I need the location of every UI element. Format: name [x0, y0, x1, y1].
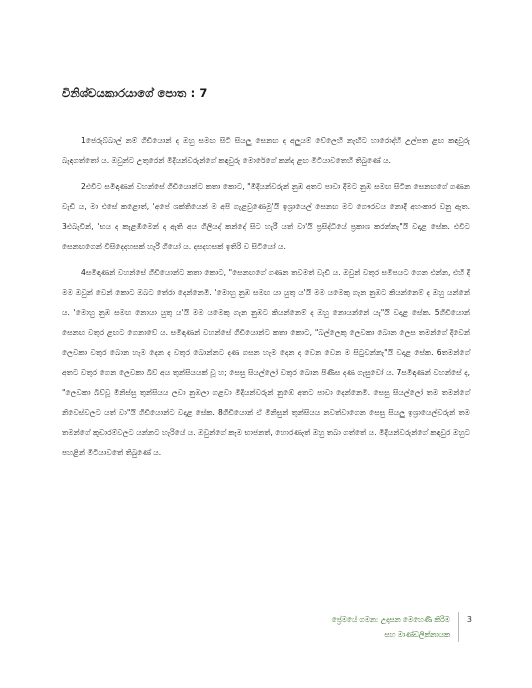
- paragraph-2: 2එවිට සමිඳාණන් වහන්සේ ගිඩියොන්ට කතා කොට, "මිදියන්වරුන් නුඹ අතට පාවා දීමට නුඹ සමඟ සිටින සෙනඟගේ ගණන වැඩි ය, මා එසේ කළොත්, 'අපේ ශක්තියෙන් ම අපි ගැළවුණෙමු'යි ඉශ්‍රායෙල් සෙනඟ මට ගෞරවය නොදී අහංකාර වනු ඇත. 3එබැවින්, 'භය ද කැළඹීමෙන් ද ඇති අය ගිලියද් කන්දේ සිට හැරී යත් වා'යි ප්‍රසිද්ධියේ ප්‍රකාශ කරන්නැ"යි වදාළ සේක. එවිට සෙනඟගෙන් විසිදෙදහසක් හැරී ගියෝ ය. දසදහසක් ඉතිරි ව සිටියෝ ය.: [62, 182, 470, 251]
- footer-line-1: ප්‍රේමයේ ගමන: උදාසන මෙහෙණි කිරිම: [331, 615, 450, 624]
- page-footer: [332, 612, 472, 642]
- footer-title: [332, 612, 459, 642]
- page-number: 3: [466, 615, 472, 624]
- paragraph-3: 4සමිඳාණන් වහන්සේ ගිඩියොන්ට කතා කොට, "සෙනඟගේ ගණන තවමත් වැඩි ය. ඔවුන් වතුර සමීපයට ගෙන එන්න, එහි දී මම ඔවුන් වෙන් කොට ඔබට තේරා දෙන්නෙමි. 'මොහු නුඹ සමඟ යා යුතු ය'යි මම යමෙකු ගැන නුඹට කියන්නෙම් ද ඔහු යන්නේ ය. 'මොහු නුඹ සමඟ නොයා යුතු ය'යි මම යමෙකු ගැන නුඹට කියන්නෙම් ද ඔහු නොයන්නේ යැ"යි වදාළ සේක. 5ගිඩියොන් සෙනඟ වතුර ළඟට ගෙනාවේ ය. සමිඳාණන් වහන්සේ ගිඩියොන්ට කතා කොට, "බල්ලෙකු ලෙවකා බොන ලෙස තමන්ගේ දිවෙන් ලෙවකා වතුර බොන හැම දෙන ද වතුර බොන්නට දණ ගසන හැම දෙන ද වෙන වෙන ම සිටුවන්නැ"යි වදාළ සේක. 6තමන්ගේ අතට වතුර ගෙන ලෙවකා බිව් අය තුන්සියයක් වූ හ; සෙසු සියල්ලෝ වතුර බොන පිණිස දණ ගැසුවෝ ය. 7සමිඳාණන් වහන්සේ ද, "ලෙවකා බිව්වූ මිනිස්සු තුන්සියය ලවා නුඹලා ගළවා මිදියන්වරුන් නුඹේ අතට පාවා දෙන්නෙමි. සෙසු සියල්ලෝ තම තමන්ගේ නිවෙස්වලට යත් වා"යි ගිඩියොන්ට වදාළ සේක. 8ගිඩියොන් ඒ මිනිසුන් තුන්සියය නවත්වාගෙන සෙසු සියලු ඉශ්‍රායෙල්වරුන් තම තමන්ගේ කූඩාරම්වලට යන්නට හැරියේ ය. ඔවුන්ගේ කෑම භාජනත්, හොරණෑත් ඔහු තබා ගත්තේ ය. මිදියන්වරුන්ගේ කඳවුර ඔහුට පහළින් මිටියාවතේ තිබුණේ ය.: [62, 268, 470, 457]
- paragraph-1: 1ජෙරුබ්බාල් නම් ගිඩියොන් ද ඔහු සමඟ සිටි සියලු සෙනඟ ද අලුයම් වේලෙහි නැඟිට හාරොද්හි උල්පත ළඟ කඳවුරු බැඳගත්තෝ ය. ඔවුන්ට උතුරෙන් මිදියන්වරුන්ගේ කඳවුරු මොරේගේ කන්ද ළඟ මිටියාවතෙහි තිබුණේ ය.: [62, 136, 470, 165]
- chapter-heading: විනිශ්චයකාරයාගේ පොත : 7: [62, 86, 208, 100]
- footer-line-2: සහ මාණ්ඩලික්නායක: [384, 630, 450, 639]
- body-text: [62, 131, 470, 469]
